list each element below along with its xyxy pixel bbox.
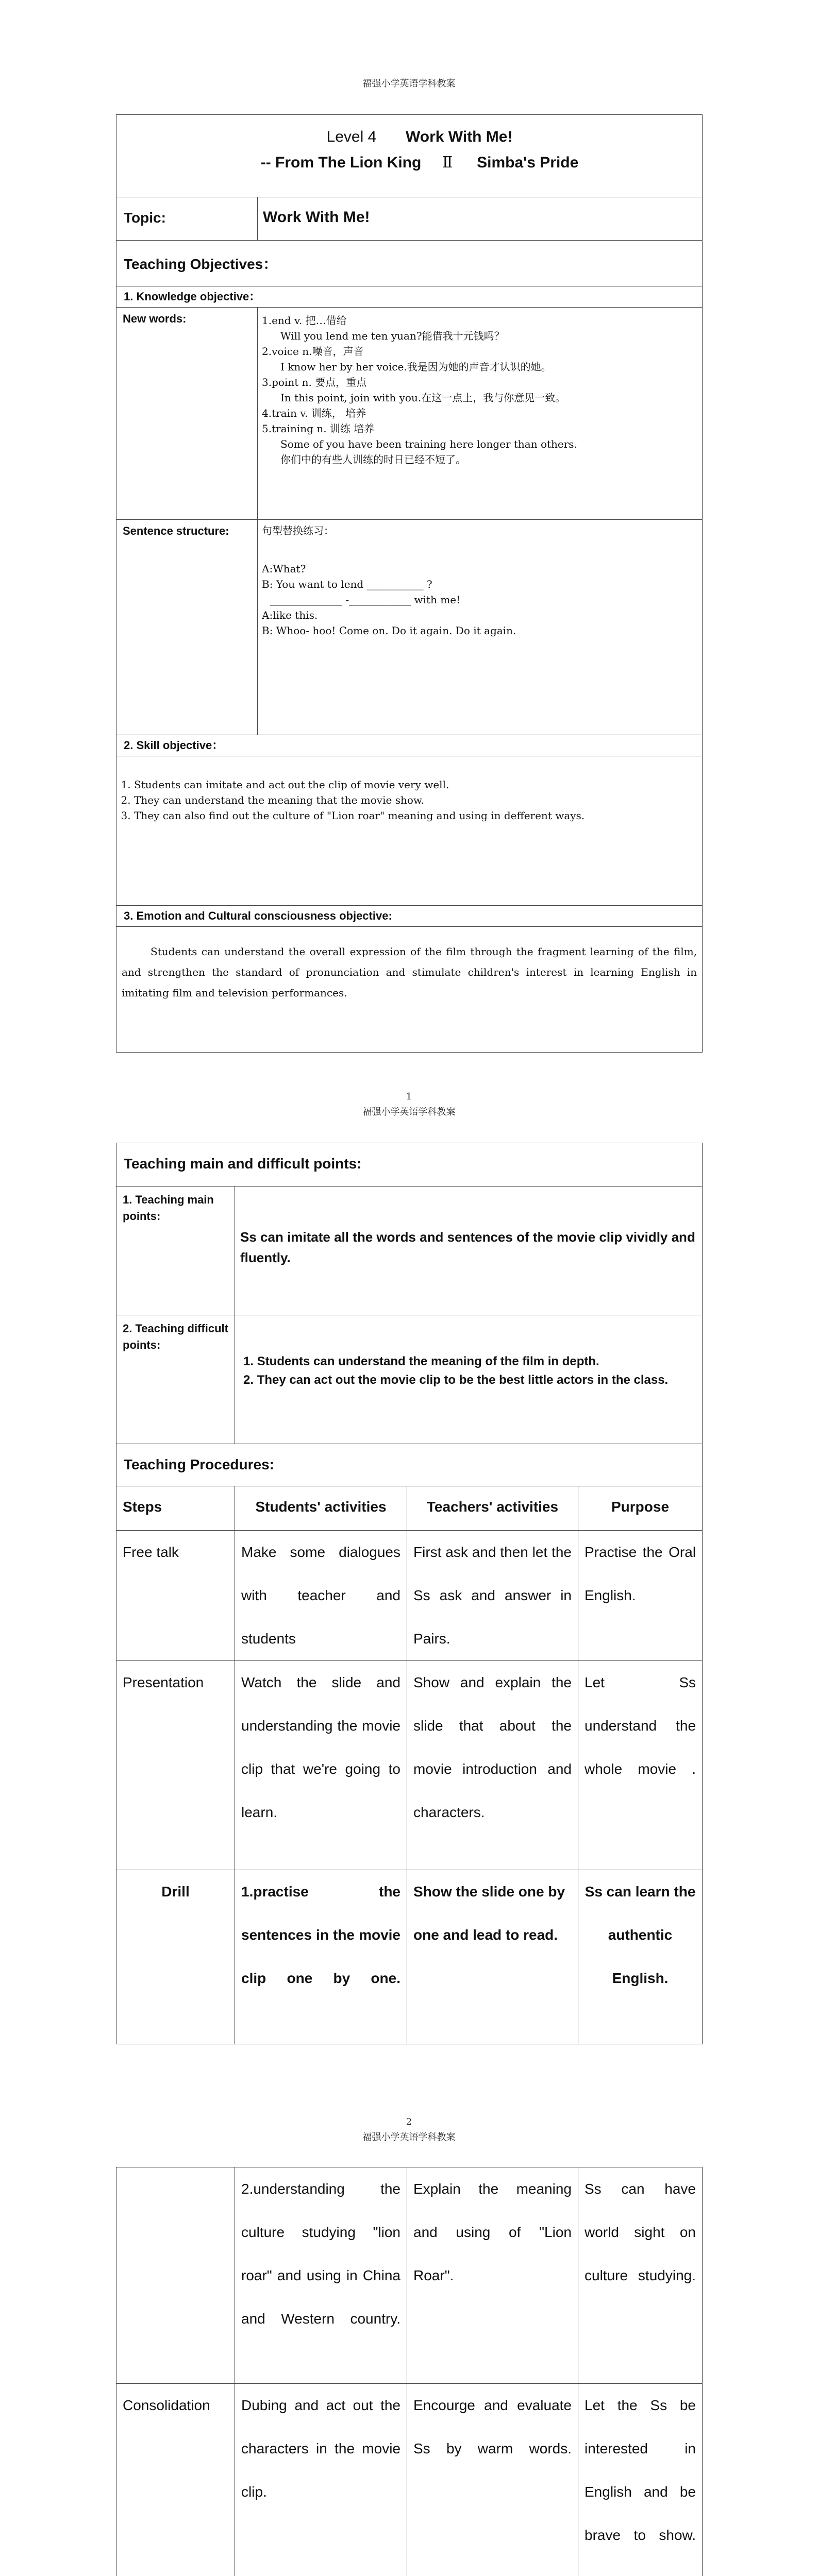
students-cell: 2.understanding the culture studying "lion roar" and using in China and Western country. xyxy=(235,2167,407,2384)
students-cell: Watch the slide and understanding the movie clip that we're going to learn. xyxy=(235,1661,407,1870)
step-cell: Presentation xyxy=(116,1661,235,1870)
step-cell: Drill xyxy=(116,1870,235,2044)
purpose-cell: Let the Ss be interested in English and be brave to show. xyxy=(578,2384,703,2576)
page-number: 1 xyxy=(406,1091,412,1102)
purpose-cell: Practise the Oral English. xyxy=(578,1531,703,1661)
topic-value: Work With Me! xyxy=(263,209,370,226)
purpose-cell: Let Ss understand the whole movie . xyxy=(578,1661,703,1870)
skill-item: 1. Students can imitate and act out the clip of movie very well. xyxy=(134,777,702,792)
word-entry: 4.train v. 训练， 培养 xyxy=(262,407,366,419)
word-example: Some of you have been training here longer than others. xyxy=(280,438,577,450)
new-words-label: New words: xyxy=(123,312,187,325)
film-subtitle: Simba's Pride xyxy=(477,154,579,171)
teachers-cell: First ask and then let the Ss ask and answer in Pairs. xyxy=(407,1531,578,1661)
table-row xyxy=(116,2384,703,2576)
table-row xyxy=(116,1661,703,1870)
objectives-heading: Teaching Objectives： xyxy=(124,256,278,272)
main-points-cell xyxy=(235,1187,703,1315)
difficult-heading-cell xyxy=(116,1143,703,1187)
objectives-heading-cell xyxy=(116,241,703,286)
running-header: 福强小学英语学科教案 xyxy=(362,78,456,89)
header-students-activities: Students' activities xyxy=(235,1486,407,1531)
emotion-heading-cell xyxy=(116,906,703,927)
difficult-points-label-cell xyxy=(116,1315,235,1444)
students-cell: Dubing and act out the characters in the movie clip. xyxy=(235,2384,407,2576)
difficult-heading: Teaching main and difficult points: xyxy=(124,1156,362,1172)
lesson-title: Work With Me! xyxy=(405,128,513,145)
sentence-label-cell xyxy=(116,520,258,735)
difficult-item: 1. Students can understand the meaning of the film in depth. xyxy=(243,1354,599,1368)
knowledge-heading: 1. Knowledge objective： xyxy=(124,290,261,303)
word-example: Will you lend me ten yuan?能借我十元钱吗？ xyxy=(280,330,505,342)
lesson-plan-table-page2 xyxy=(116,1143,703,2044)
skill-heading-cell xyxy=(116,735,703,756)
sentence-line: A:like this. xyxy=(262,609,318,621)
title-line-1 xyxy=(116,124,702,150)
emotion-heading: 3. Emotion and Cultural consciousness objective: xyxy=(124,909,392,922)
procedures-heading: Teaching Procedures: xyxy=(124,1456,275,1472)
table-row xyxy=(116,2167,703,2384)
level-label: Level 4 xyxy=(326,128,377,145)
word-entry: 5.training n. 训练 培养 xyxy=(262,422,375,435)
skill-items-cell xyxy=(116,756,703,906)
lesson-plan-table-page1 xyxy=(116,114,703,1053)
main-points-label-cell xyxy=(116,1187,235,1315)
word-entry: 2.voice n.噪音，声音 xyxy=(262,345,364,358)
header-steps: Steps xyxy=(116,1486,235,1531)
topic-label-cell xyxy=(116,197,258,241)
table-row xyxy=(116,1531,703,1661)
header-purpose: Purpose xyxy=(578,1486,703,1531)
main-points-text: Ss can imitate all the words and sentences of the movie clip vividly and fluently. xyxy=(240,1229,695,1265)
sentence-line: A:What? xyxy=(262,563,306,575)
difficult-points-cell xyxy=(235,1315,703,1444)
teachers-cell: Explain the meaning and using of "Lion Roar". xyxy=(407,2167,578,2384)
main-points-label: 1. Teaching main points: xyxy=(123,1193,214,1223)
running-header: 福强小学英语学科教案 xyxy=(362,1107,456,1117)
word-example: I know her by her voice.我是因为她的声音才认识的她。 xyxy=(280,361,552,373)
difficult-points-list xyxy=(235,1315,702,1389)
purpose-cell: Ss can have world sight on culture studying. xyxy=(578,2167,703,2384)
teachers-cell: Show and explain the slide that about the movie introduction and characters. xyxy=(407,1661,578,1870)
procedures-heading-cell xyxy=(116,1444,703,1486)
sentence-line: B: Whoo- hoo! Come on. Do it again. Do it again. xyxy=(262,624,516,637)
sentence-list xyxy=(258,520,702,641)
sentence-line: B: You want to lend ___________ ? xyxy=(262,578,432,590)
students-cell: 1.practise the sentences in the movie clip one by one. xyxy=(235,1870,407,2044)
difficult-points-label: 2. Teaching difficult points: xyxy=(123,1322,228,1351)
skill-list xyxy=(116,777,702,823)
title-cell xyxy=(116,115,703,197)
new-words-label-cell xyxy=(116,308,258,520)
film-part: Ⅱ xyxy=(442,154,453,172)
sentence-line: ______________ -____________ with me! xyxy=(270,594,461,606)
topic-label: Topic: xyxy=(124,210,166,226)
step-cell: Free talk xyxy=(116,1531,235,1661)
emotion-text-cell xyxy=(116,927,703,1053)
header-teachers-activities: Teachers' activities xyxy=(407,1486,578,1531)
skill-item: 3. They can also find out the culture of "Lion roar" meaning and using in defferent ways. xyxy=(134,808,702,823)
table-row xyxy=(116,1870,703,2044)
source-film: -- From The Lion King xyxy=(260,154,422,171)
step-cell: Consolidation xyxy=(116,2384,235,2576)
purpose-cell: Ss can learn the authentic English. xyxy=(578,1870,703,2044)
word-example: In this point, join with you.在这一点上，我与你意见一致。 xyxy=(280,392,566,404)
new-words-cell xyxy=(258,308,703,520)
word-entry: 3.point n. 要点，重点 xyxy=(262,376,367,388)
difficult-item: 2. They can act out the movie clip to be the best little actors in the class. xyxy=(243,1373,669,1387)
title-line-2 xyxy=(116,150,702,176)
knowledge-heading-cell xyxy=(116,286,703,308)
page-number: 2 xyxy=(406,2116,412,2127)
sentence-intro: 句型替换练习： xyxy=(262,524,334,537)
teachers-cell: Encourge and evaluate Ss by warm words. xyxy=(407,2384,578,2576)
skill-item: 2. They can understand the meaning that the movie show. xyxy=(134,792,702,808)
skill-heading: 2. Skill objective： xyxy=(124,739,224,752)
teachers-cell: Show the slide one by one and lead to read. xyxy=(407,1870,578,2044)
step-cell xyxy=(116,2167,235,2384)
lesson-plan-table-page3 xyxy=(116,2167,703,2576)
sentence-structure-label: Sentence structure: xyxy=(123,524,229,537)
topic-value-cell xyxy=(258,197,703,241)
students-cell: Make some dialogues with teacher and students xyxy=(235,1531,407,1661)
new-words-list xyxy=(258,308,702,472)
word-example-translation: 你们中的有些人训练的时日已经不短了。 xyxy=(280,453,466,466)
word-entry: 1.end v. 把…借给 xyxy=(262,314,347,327)
running-header: 福强小学英语学科教案 xyxy=(362,2132,456,2143)
sentence-cell xyxy=(258,520,703,735)
emotion-text: Students can understand the overall expression of the film through the fragment learning of the film, and strengthen the standard of pronunciation and stimulate children's interest in learning English in imitating film and television performances. xyxy=(122,945,697,999)
